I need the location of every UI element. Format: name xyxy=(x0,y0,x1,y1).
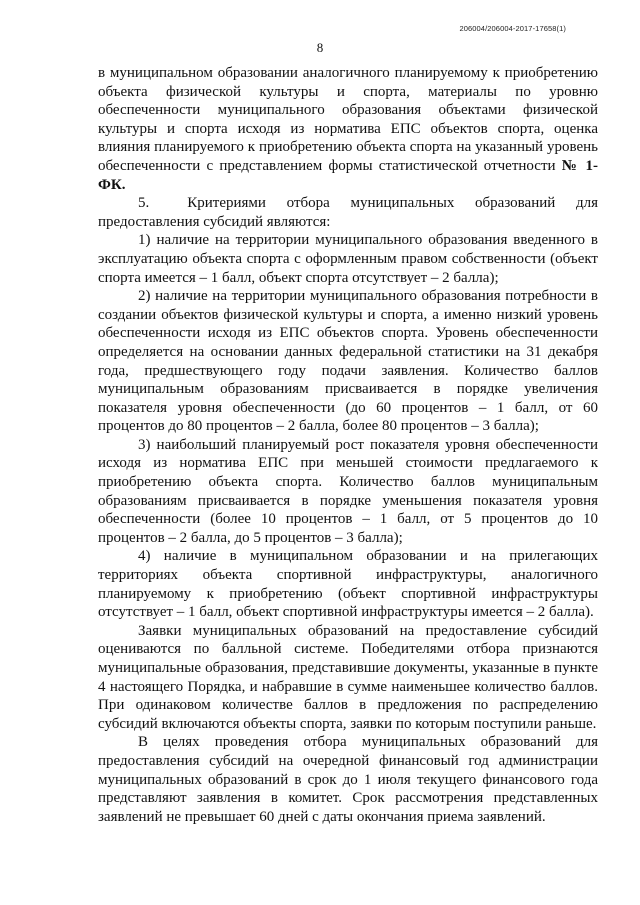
document-id: 206004/206004-2017-17658(1) xyxy=(459,24,566,33)
criterion-1: 1) наличие на территории муниципального образования введенного в эксплуатацию объекта спорта с оформленным правом собственности (объект спорта имеется – 1 балл, объект спорта отсутствует – 2 балла); xyxy=(98,232,598,286)
form-reference: № 1-ФК. xyxy=(98,157,598,193)
paragraph-criteria-intro xyxy=(98,194,598,231)
criterion-3: 3) наибольший планируемый рост показателя уровня обеспеченности исходя из норматива ЕПС при меньшей стоимости предлагаемого к приобретению объекта спорта. Количество баллов муниципальным образованиям присваивается в порядке уменьшения показателя уровня обеспеченности (более 10 процентов – 1 балл, от 5 процентов до 10 процентов – 2 балла, до 5 процентов – 3 балла); xyxy=(98,436,598,546)
document-body xyxy=(98,64,598,826)
section-number: 5. xyxy=(138,195,150,212)
criteria-intro-text: Критериями отбора муниципальных образований для предоставления субсидий являются: xyxy=(98,195,598,230)
paragraph-materials xyxy=(98,64,598,194)
paragraph-scoring: Заявки муниципальных образований на предоставление субсидий оцениваются по балльной системе. Победителями отбора признаются муниципальные образования, представившие документы, указанные в пункте 4 настоящего Порядка, и набравшие в сумме наименьшее количество баллов. При одинаковом количестве баллов в предложения по распределению субсидий включаются объекты спорта, заявки по которым поступили раньше. xyxy=(98,622,598,732)
page-number: 8 xyxy=(316,40,324,55)
criterion-2: 2) наличие на территории муниципального образования потребности в создании объектов физической культуры и спорта, а именно низкий уровень обеспеченности исходя из ЕПС объектов спорта. Уровень обеспеченности определяется на основании данных федеральной статистики на 31 декабря года, предшествующего году подачи заявления. Количество баллов муниципальным образованиям присваивается в порядке увеличения показателя уровня обеспеченности (до 60 процентов – 1 балл, от 60 процентов до 80 процентов – 2 балла, более 80 процентов – 3 балла); xyxy=(98,288,598,435)
paragraph-materials-text: в муниципальном образовании аналогичного планируемому к приобретению объекта физической культуры и спорта, материалы по уровню обеспеченности муниципального образования объектами физической культуры и спорта исходя из норматива ЕПС объектов спорта, оценка влияния планируемого к приобретению объекта спорта на указанный уровень обеспеченности с представлением формы статистической отчетности xyxy=(98,65,598,174)
paragraph-application-deadline: В целях проведения отбора муниципальных образований для предоставления субсидий на очередной финансовый год администрации муниципальных образований в срок до 1 июля текущего финансового года представляют заявления в комитет. Срок рассмотрения представленных заявлений не превышает 60 дней с даты окончания приема заявлений. xyxy=(98,734,598,825)
criterion-4: 4) наличие в муниципальном образовании и на прилегающих территориях объекта спортивной инфраструктуры, аналогичного планируемому к приобретению (объект спортивной инфраструктуры отсутствует – 1 балл, объект спортивной инфраструктуры имеется – 2 балла). xyxy=(98,548,598,621)
